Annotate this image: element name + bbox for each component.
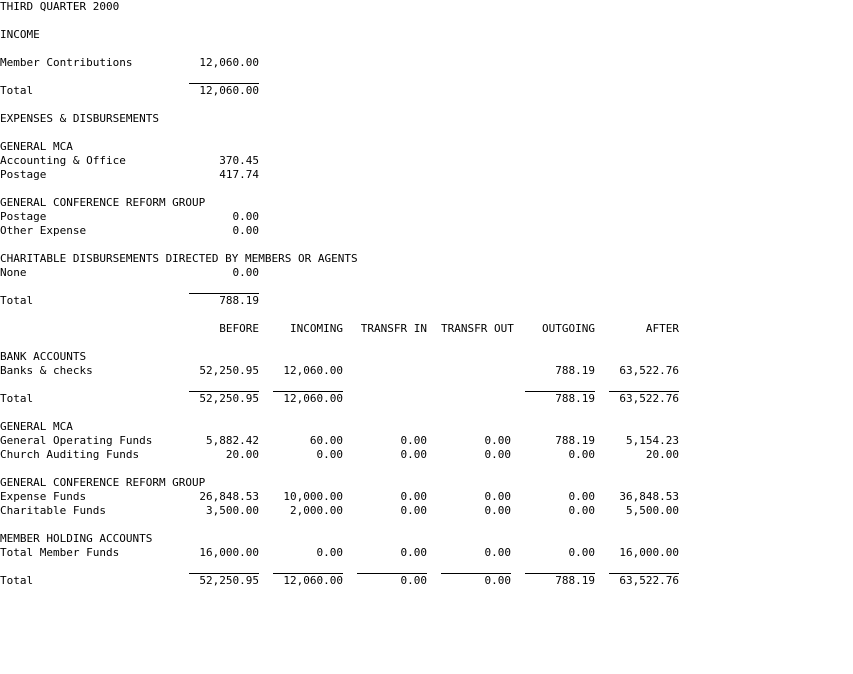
bank-cell-after: 63,522.76 [619,364,679,377]
grand-total-after: 63,522.76 [619,574,679,587]
bank-total-label: Total [0,392,34,405]
expense-row-label: Postage [0,210,47,223]
grand-total-transfer-in: 0.00 [400,574,427,587]
fund-row-label: Charitable Funds [0,504,106,517]
expenses-total-label: Total [0,294,34,307]
income-heading: INCOME [0,28,40,41]
column-header-transfer-in: TRANSFR IN [360,322,427,335]
expense-group-heading: GENERAL CONFERENCE REFORM GROUP [0,196,206,209]
fund-group-heading: GENERAL CONFERENCE REFORM GROUP [0,476,206,489]
fund-group-heading: MEMBER HOLDING ACCOUNTS [0,532,153,545]
column-header-after: AFTER [645,322,679,335]
expense-row-amount: 0.00 [232,266,259,279]
grand-total-label: Total [0,574,34,587]
bank-total-outgoing: 788.19 [555,392,595,405]
grand-total-before: 52,250.95 [199,574,259,587]
expense-group-heading: GENERAL MCA [0,140,73,153]
fund-cell-outgoing: 0.00 [568,448,595,461]
fund-cell-transfer-out: 0.00 [484,434,511,447]
bank-row-label: Banks & checks [0,364,93,377]
fund-cell-before: 20.00 [225,448,259,461]
fund-cell-transfer-in: 0.00 [400,448,427,461]
fund-cell-incoming: 60.00 [309,434,343,447]
column-header-before: BEFORE [219,322,259,335]
column-header-outgoing: OUTGOING [542,322,595,335]
income-row-label: Member Contributions [0,56,133,69]
fund-cell-before: 3,500.00 [206,504,259,517]
bank-total-after: 63,522.76 [619,392,679,405]
fund-cell-after: 20.00 [645,448,679,461]
fund-row-label: Total Member Funds [0,546,120,559]
fund-cell-transfer-out: 0.00 [484,448,511,461]
column-header-incoming: INCOMING [290,322,343,335]
expense-row-amount: 0.00 [232,224,259,237]
expense-row-amount: 417.74 [219,168,259,181]
expense-row-label: Accounting & Office [0,154,126,167]
fund-cell-transfer-in: 0.00 [400,504,427,517]
bank-cell-before: 52,250.95 [199,364,259,377]
fund-cell-transfer-in: 0.00 [400,434,427,447]
fund-cell-outgoing: 0.00 [568,546,595,559]
grand-total-transfer-out: 0.00 [484,574,511,587]
bank-cell-incoming: 12,060.00 [283,364,343,377]
fund-cell-after: 5,154.23 [626,434,679,447]
fund-row-label: General Operating Funds [0,434,153,447]
fund-cell-after: 5,500.00 [626,504,679,517]
column-header-transfer-out: TRANSFR OUT [441,322,514,335]
income-row-amount: 12,060.00 [199,56,259,69]
expense-row-label: Other Expense [0,224,87,237]
fund-cell-before: 16,000.00 [199,546,259,559]
grand-total-outgoing: 788.19 [555,574,595,587]
expense-row-amount: 370.45 [219,154,259,167]
fund-cell-transfer-in: 0.00 [400,490,427,503]
fund-cell-after: 36,848.53 [619,490,679,503]
bank-heading: BANK ACCOUNTS [0,350,87,363]
report-title: THIRD QUARTER 2000 [0,0,120,13]
fund-row-label: Expense Funds [0,490,87,503]
fund-cell-after: 16,000.00 [619,546,679,559]
fund-cell-outgoing: 0.00 [568,490,595,503]
income-total-label: Total [0,84,34,97]
expense-row-label: None [0,266,27,279]
expenses-heading: EXPENSES & DISBURSEMENTS [0,112,159,125]
fund-cell-outgoing: 788.19 [555,434,595,447]
expenses-total-amount: 788.19 [219,294,259,307]
fund-cell-transfer-out: 0.00 [484,504,511,517]
fund-row-label: Church Auditing Funds [0,448,140,461]
fund-cell-transfer-out: 0.00 [484,490,511,503]
fund-cell-incoming: 10,000.00 [283,490,343,503]
fund-group-heading: GENERAL MCA [0,420,73,433]
expense-row-amount: 0.00 [232,210,259,223]
grand-total-incoming: 12,060.00 [283,574,343,587]
fund-cell-incoming: 0.00 [316,546,343,559]
fund-cell-incoming: 2,000.00 [290,504,343,517]
expense-group-heading: CHARITABLE DISBURSEMENTS DIRECTED BY MEMBERS OR AGENTS [0,252,358,265]
fund-cell-outgoing: 0.00 [568,504,595,517]
bank-total-incoming: 12,060.00 [283,392,343,405]
expense-row-label: Postage [0,168,47,181]
fund-cell-before: 5,882.42 [206,434,259,447]
fund-cell-transfer-in: 0.00 [400,546,427,559]
bank-cell-outgoing: 788.19 [555,364,595,377]
income-total-amount: 12,060.00 [199,84,259,97]
fund-cell-incoming: 0.00 [316,448,343,461]
fund-cell-transfer-out: 0.00 [484,546,511,559]
bank-total-before: 52,250.95 [199,392,259,405]
fund-cell-before: 26,848.53 [199,490,259,503]
